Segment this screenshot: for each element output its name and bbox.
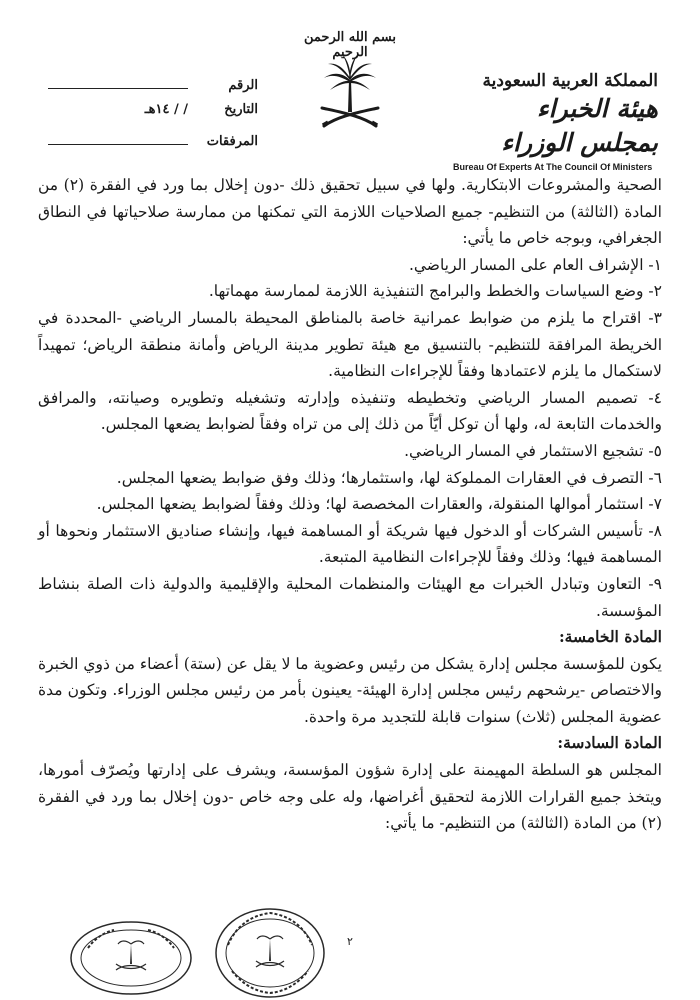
date-row: [48, 102, 258, 130]
list-item: ٣- اقتراح ما يلزم من ضوابط عمرانية خاصة بالمناطق المحيطة بالمسار الرياضي -المحددة في الخريطة المرافقة للتنظيم- بالتنسيق مع هيئة تطوير مدينة الرياض وأمانة منطقة الرياض؛ تمهيداً لاستكمال ما يلزم لاعتمادها وفقاً للإجراءات النظامية.: [38, 308, 662, 381]
reference-number-label: الرقم: [228, 78, 258, 93]
list-item: ١- الإشراف العام على المسار الرياضي.: [408, 255, 662, 274]
date-format: / / ١٤هـ: [144, 102, 188, 117]
document-body: [38, 172, 662, 837]
date-label: التاريخ: [224, 102, 258, 117]
bureau-name-arabic: هيئة الخبراء بمجلس الوزراء: [501, 94, 658, 157]
list-item: ٢- وضع السياسات والخطط والبرامج التنفيذية اللازمة لممارسة مهماتها.: [208, 282, 662, 301]
bureau-name-english: Bureau Of Experts At The Council Of Ministers: [453, 162, 653, 172]
list-item: ٥- تشجيع الاستثمار في المسار الرياضي.: [404, 441, 662, 460]
list-item: ٧- استثمار أموالها المنقولة، والعقارات المخصصة لها؛ وذلك وفقاً لضوابط يضعها المجلس.: [96, 495, 662, 514]
saudi-emblem-icon: [318, 50, 382, 132]
page-number: ٢: [347, 935, 353, 948]
attachments-row: [48, 130, 258, 158]
attachments-label: المرفقات: [206, 134, 258, 149]
bureau-round-seal-stamp: [210, 905, 330, 1000]
organization-header: [453, 70, 658, 172]
document-meta-fields: [48, 74, 258, 158]
reference-number-line: [48, 74, 188, 89]
list-item: ٦- التصرف في العقارات المملوكة لها، واستثمارها؛ وذلك وفق ضوابط يضعها المجلس.: [116, 468, 662, 487]
list-item: ٤- تصميم المسار الرياضي وتخطيطه وتنفيذه وإدارته وتشغيله وتطويره وصيانته، والمرافق والخدمات التابعة له، ولها أن توكل أيّاً من ذلك إلى من تراه وفقاً لضوابط يضعها المجلس.: [38, 388, 662, 434]
kingdom-name: المملكة العربية السعودية: [482, 71, 658, 91]
official-seal-stamp: [66, 918, 196, 998]
list-item: ٨- تأسيس الشركات أو الدخول فيها شريكة أو المساهمة فيها، وإنشاء صناديق الاستثمار ونحوها أو المساهمة فيها؛ وذلك وفقاً للإجراءات النظامية المتبعة.: [38, 521, 662, 567]
article-5-heading: المادة الخامسة:: [558, 627, 662, 647]
bismillah-calligraphy: بسم الله الرحمن الرحيم: [304, 30, 396, 60]
article-6-heading: المادة السادسة:: [557, 733, 662, 753]
intro-paragraph: الصحية والمشروعات الابتكارية. ولها في سبيل تحقيق ذلك -دون إخلال بما ورد في الفقرة (٢) من المادة (الثالثة) من التنظيم- جميع الصلاحيات اللازمة التي تمكنها من ممارسة صلاحياتها في النطاق الجغرافي، وبوجه خاص ما يأتي:: [38, 176, 662, 248]
article-6-text: المجلس هو السلطة المهيمنة على إدارة شؤون المؤسسة، ويشرف على إدارتها ويُصرّف أمورها، ويتخذ جميع القرارات اللازمة لتحقيق أغراضها، وله على وجه خاص -دون إخلال بما ورد في الفقرة (٢) من المادة (الثالثة) من التنظيم- ما يأتي:: [38, 761, 662, 833]
attachments-line: [48, 130, 188, 145]
reference-number-row: [48, 74, 258, 102]
list-item: ٩- التعاون وتبادل الخبرات مع الهيئات والمنظمات المحلية والإقليمية والدولية ذات الصلة بنشاط المؤسسة.: [38, 574, 662, 620]
article-5-text: يكون للمؤسسة مجلس إدارة يشكل من رئيس وعضوية ما لا يقل عن (ستة) أعضاء من ذوي الخبرة والاختصاص -يرشحهم رئيس مجلس إدارة الهيئة- يعينون بأمر من رئيس مجلس الوزراء. وتكون مدة عضوية المجلس (ثلاث) سنوات قابلة للتجديد مرة واحدة.: [38, 654, 662, 726]
